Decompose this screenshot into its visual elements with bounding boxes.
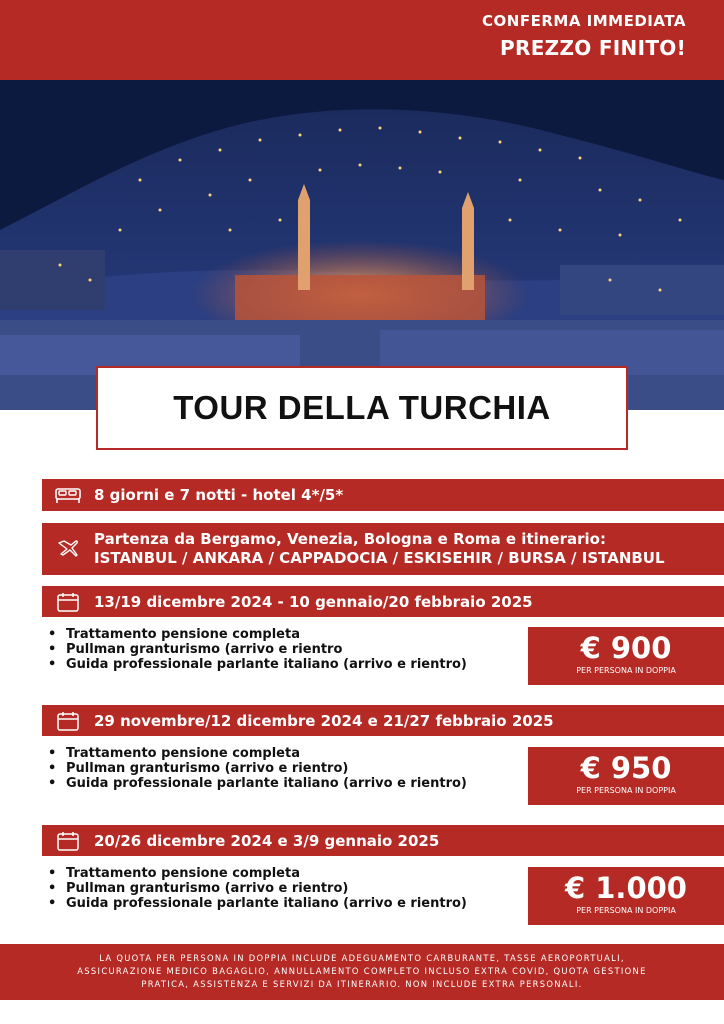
airplane-icon <box>42 537 94 561</box>
header-line-1: CONFERMA IMMEDIATA <box>482 12 686 30</box>
feature-item: • Pullman granturismo (arrivo e rientro <box>48 642 467 657</box>
departure-dates: 20/26 dicembre 2024 e 3/9 gennaio 2025 <box>94 831 440 850</box>
footer-line-1: LA QUOTA PER PERSONA IN DOPPIA INCLUDE ADEGUAMENTO CARBURANTE, TASSE AEROPORTUALI, <box>99 953 625 963</box>
header-line-2: PREZZO FINITO! <box>500 36 686 60</box>
price-amount: € 900 <box>580 631 672 665</box>
hero-image <box>0 80 724 410</box>
price-box <box>528 867 724 925</box>
departure-dates-bar <box>42 586 724 617</box>
departure-dates: 29 novembre/12 dicembre 2024 e 21/27 febbraio 2025 <box>94 711 554 730</box>
price-note: PER PERSONA IN DOPPIA <box>576 906 676 915</box>
price-amount: € 1.000 <box>564 871 687 905</box>
features-list <box>48 866 467 911</box>
bed-icon <box>42 486 94 504</box>
price-box <box>528 627 724 685</box>
route-line-1: Partenza da Bergamo, Venezia, Bologna e Roma e itinerario: <box>94 530 606 548</box>
departure-dates-bar <box>42 705 724 736</box>
footer-line-3: PRATICA, ASSISTENZA E SERVIZI DA ITINERARIO. NON INCLUDE EXTRA PERSONALI. <box>141 979 583 989</box>
feature-item: • Trattamento pensione completa <box>48 627 467 642</box>
footer-line-2: ASSICURAZIONE MEDICO BAGAGLIO, ANNULLAMENTO COMPLETO INCLUSO EXTRA COVID, QUOTA GESTIONE <box>77 966 647 976</box>
calendar-icon <box>42 831 94 851</box>
feature-item: • Pullman granturismo (arrivo e rientro) <box>48 881 467 896</box>
route-line-2: ISTANBUL / ANKARA / CAPPADOCIA / ESKISEHIR / BURSA / ISTANBUL <box>94 549 665 567</box>
city-night-illustration <box>0 80 724 410</box>
top-banner <box>0 0 724 80</box>
duration-text: 8 giorni e 7 notti - hotel 4*/5* <box>94 486 344 504</box>
feature-item: • Trattamento pensione completa <box>48 746 467 761</box>
duration-bar <box>42 479 724 511</box>
feature-item: • Guida professionale parlante italiano (arrivo e rientro) <box>48 657 467 672</box>
calendar-icon <box>42 592 94 612</box>
price-box <box>528 747 724 805</box>
feature-item: • Guida professionale parlante italiano (arrivo e rientro) <box>48 776 467 791</box>
price-amount: € 950 <box>580 751 672 785</box>
footer-terms <box>0 944 724 1000</box>
route-bar <box>42 523 724 575</box>
features-list <box>48 627 467 672</box>
calendar-icon <box>42 711 94 731</box>
price-note: PER PERSONA IN DOPPIA <box>576 666 676 675</box>
feature-item: • Trattamento pensione completa <box>48 866 467 881</box>
departure-dates: 13/19 dicembre 2024 - 10 gennaio/20 febbraio 2025 <box>94 592 533 611</box>
page-title: TOUR DELLA TURCHIA <box>173 389 551 426</box>
departure-dates-bar <box>42 825 724 856</box>
title-box <box>96 366 628 450</box>
features-list <box>48 746 467 791</box>
feature-item: • Guida professionale parlante italiano (arrivo e rientro) <box>48 896 467 911</box>
feature-item: • Pullman granturismo (arrivo e rientro) <box>48 761 467 776</box>
price-note: PER PERSONA IN DOPPIA <box>576 786 676 795</box>
